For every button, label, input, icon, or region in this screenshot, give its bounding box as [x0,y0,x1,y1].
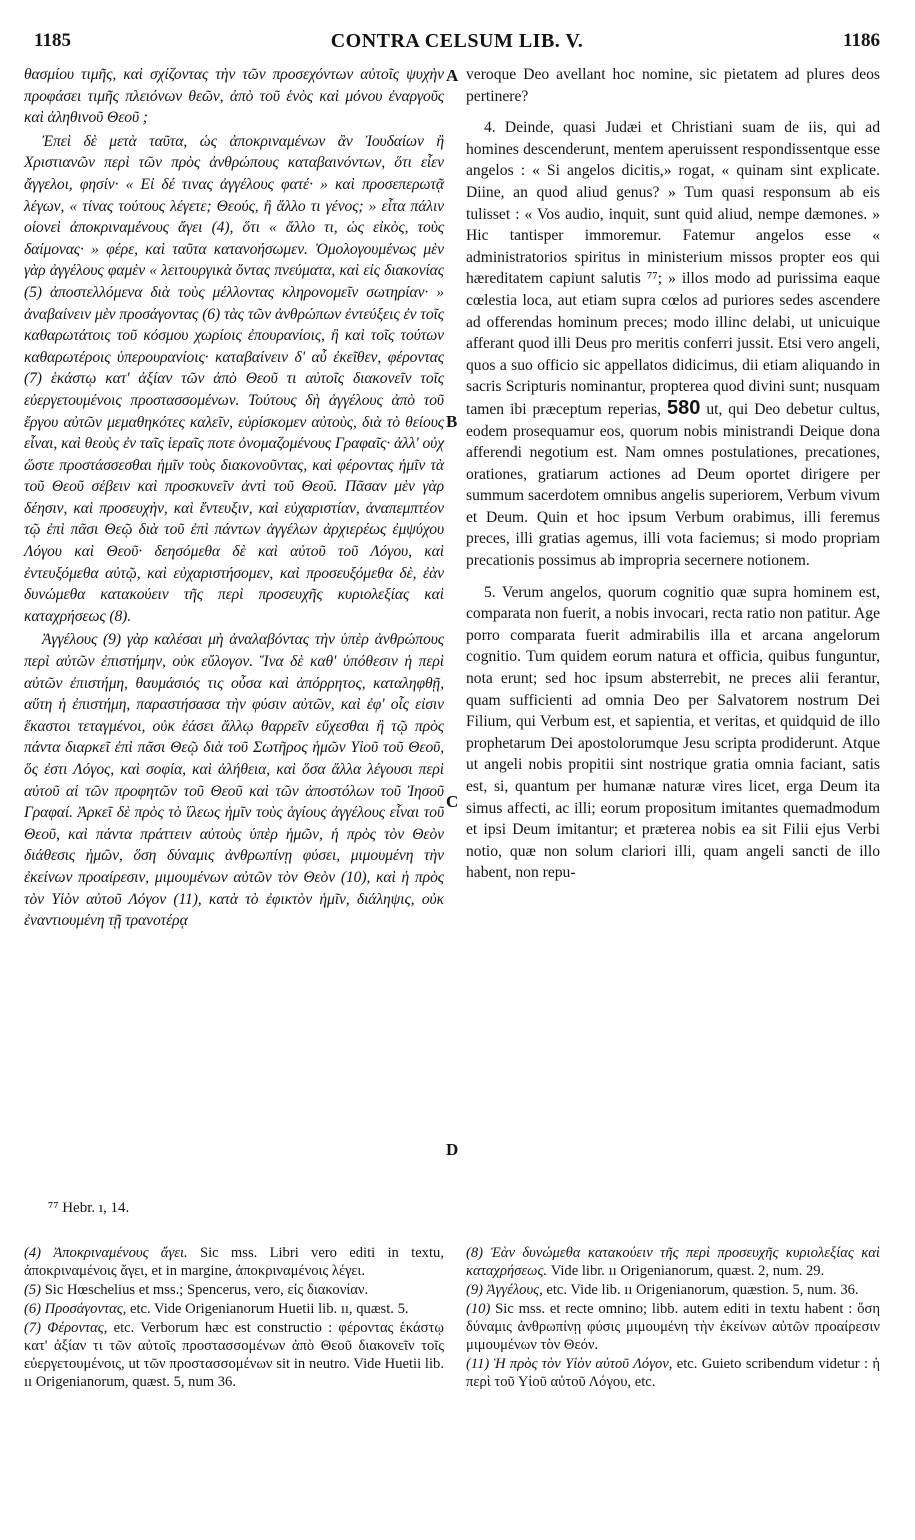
page-header [34,30,880,60]
footnote: (6) Προσάγοντας, etc. Vide Origenianorum Huetii lib. ıı, quæst. 5. [24,1301,409,1317]
footnote: (5) Sic Hœschelius et mss.; Spencerus, vero, εἰς διακονίαν. [24,1282,369,1298]
latin-paragraph-2 [466,117,880,571]
footnotes-right [466,1244,880,1392]
margin-letter-d: D [446,1140,459,1159]
footnote: (4) Ἀποκριναμένους ἄγει. Sic mss. Libri vero editi in textu, ἀποκριναμένοις ἄγει, et in margine, ἀποκριναμένοις λέγει. [24,1245,444,1279]
footnote: (7) Φέροντας, etc. Verborum hæc est constructio : φέροντας ἑκάστῳ κατ' ἀξίαν τι τῶν αὐτοῖς προστασσομένων ἀπὸ Θεοῦ διακονεῖν τοῖς εὐεργετουμένοις, ut τῶν προστασσομένων sit in neutro. Vide Huetii lib. ıı Origenianorum, quæst. 5, num 36. [24,1320,444,1390]
footnote: (10) Sic mss. et recte omnino; libb. autem editi in textu habent : ὅση δύναμις ἀνθρωπίνῃ φύσις μιμουμένη τὴν ἐκείνων αὐτῶν προαίρεσιν μιμουμένων τὸν Θεόν. [466,1301,880,1353]
page-number-right: 1186 [843,30,880,51]
latin-paragraph-3: 5. Verum angelos, quorum cognitio quæ supra hominem est, comparata non fuerit, a nobis invocari, recta ratio non patitur. Age porro comparata fuerit admirabilis illa et arcana angelorum cognitio. Tum quidem eorum natura et officia, quibus funguntur, nota erunt; sed hoc ipsum absterrebit, ne preces alii ferantur, quam sufficienti ad omnia Deo per Salvatorem nostrum Dei Filium, qui Verbum est, et sapientia, et veritas, et quidquid de illo prophetarum Dei apostolorumque Jesu scripta prodiderunt. Atque ut angeli nobis propitii sint nostrique gratia omnia faciant, satis est, si, quantum per humanæ naturæ vires licet, erga Deum ita simus affecti, ac illi; eorum propositum imitantes quemadmodum et ipsi Deum imitantur; et præterea nobis ea sit Filii ejus Verbi notio, quæ non solum clariori illi, quam angeli sancti de illo habent, non repu- [466,583,880,882]
footnote: (11) Ἡ πρὸς τὸν Υἱὸν αὐτοῦ Λόγον, etc. Guieto scribendum videtur : ἡ περὶ τοῦ Υἱοῦ αὐτοῦ Λόγου, etc. [466,1356,880,1390]
greek-paragraph-2: Ἐπεὶ δὲ μετὰ ταῦτα, ὡς ἀποκριναμένων ἂν Ἰουδαίων ἢ Χριστιανῶν περὶ τῶν πρὸς ἀνθρώπους καταβαινόντων, ὅτι εἶεν ἄγγελοι, φησίν· « Εἰ δέ τινας ἀγγέλους φατέ· » καὶ προσεπερωτᾷ λέγων, « τίνας τούτους λέγετε; Θεούς, ἢ ἄλλο τι γένος; » εἶτα πάλιν οἱονεὶ ἀποκριναμένους ἄγει (4), ὅτι « ἄλλο τι, ὡς εἰκὸς, τοὺς δαίμονας· » φέρε, καὶ ταῦτα κατανοήσωμεν. Ὁμολογουμένως μὲν γὰρ ἀγγέλους φαμὲν « λειτουργικὰ ὄντας πνεύματα, καὶ εἰς διακονίας (5) ἀποστελλόμενα διὰ τοὺς μέλλοντας κληρονομεῖν σωτηρίαν· » ἀναβαίνειν μὲν προσάγοντας (6) τὰς τῶν ἀνθρώπων ἐντεύξεις ἐν τοῖς καθαρωτάτοις τοῦ κόσμου χωρίοις ἐπουρανίοις, ἢ καὶ τοῖς τούτων καθαρωτέροις ὑπερουρανίοις· καταβαίνειν δ' αὖ ἐκεῖθεν, φέροντας (7) ἑκάστῳ κατ' ἀξίαν τῶν ἀπὸ Θεοῦ τι αὐτοῖς διακονεῖν τοῖς εὐεργετουμένοις προστασσομένων. Τούτους δὴ ἀγγέλους ἀπὸ τοῦ ἔργου αὐτῶν μεμαθηκότες καλεῖν, εὑρίσκομεν αὐτοὺς, διὰ τὸ θείους εἶναι, καὶ θεοὺς ἐν ταῖς ἱεραῖς ποτε ὀνομαζομένους Γραφαῖς· ἀλλ' οὐχ ὥστε προστάσσεσθαι ἡμῖν τοὺς διακονοῦντας, καὶ φέροντας ἡμῖν τὰ τοῦ Θεοῦ σέβειν καὶ προσκυνεῖν ἀντὶ τοῦ Θεοῦ. Πᾶσαν μὲν γὰρ δέησιν, καὶ προσευχὴν, καὶ ἔντευξιν, καὶ εὐχαριστίαν, ἀναπεμπτέον τῷ ἐπὶ πᾶσι Θεῷ διὰ τοῦ ἐπὶ πάντων ἀγγέλων ἀρχιερέως ἐμψύχου Λόγου καὶ Θεοῦ· δεησόμεθα δὲ καὶ αὐτοῦ τοῦ Λόγου, καὶ ἐντευξόμεθα αὐτῷ, καὶ εὐχαριστήσομεν, καὶ προσευξόμεθα δὲ, ἐὰν δυνώμεθα κατακούειν τῆς περὶ προσευχῆς κυριολεξίας καὶ καταχρήσεως (8). [24,132,444,625]
marginal-number: 580 [666,396,701,419]
scripture-reference: ⁷⁷ Hebr. ı, 14. [48,1200,130,1216]
greek-paragraph-3: Ἀγγέλους (9) γὰρ καλέσαι μὴ ἀναλαβόντας τὴν ὑπὲρ ἀνθρώπους περὶ αὐτῶν ἐπιστήμην, οὐκ εὔλογον. Ἵνα δὲ καθ' ὑπόθεσιν ἡ περὶ αὐτῶν ἐπιστήμη, θαυμάσιός τις οὖσα καὶ ἀπόρρητος, καταληφθῇ, αὕτη ἡ ἐπιστήμη, παραστήσασα τὴν φύσιν αὐτῶν, καὶ ἐφ' οἷς εἰσιν ἕκαστοι τεταγμένοι, οὐκ ἐάσει ἄλλῳ θαρρεῖν εὔχεσθαι ἢ τῷ πρὸς πάντα διαρκεῖ ἐπὶ πᾶσι Θεῷ διὰ τοῦ Σωτῆρος ἡμῶν Υἱοῦ τοῦ Θεοῦ, ὅς ἐστι Λόγος, καὶ σοφία, καὶ ἀλήθεια, καὶ ὅσα ἄλλα λέγουσι περὶ αὐτοῦ αἱ τῶν προφητῶν τοῦ Θεοῦ καὶ τῶν ἀποστόλων τοῦ Ἰησοῦ Γραφαί. Ἀρκεῖ δὲ πρὸς τὸ ἵλεως ἡμῖν τοὺς ἁγίους ἀγγέλους εἶναι τοῦ Θεοῦ, καὶ πάντα πράττειν αὐτοὺς ὑπὲρ ἡμῶν, ἡ πρὸς τὸν Θεὸν διάθεσις ἡμῶν, ὅση δύναμις ἀνθρωπίνῃ φύσει, μιμουμένη τὴν ἐκείνων προαίρεσιν, μιμουμένων αὐτῶν τὸν Θεὸν (10), καὶ ἡ πρὸς τὸν Υἱὸν αὐτοῦ Λόγον (11), κατὰ τὸ ἐφικτὸν ἡμῖν, διάληψις, οὐκ ἐναντιουμένη τῇ τρανοτέρᾳ [24,631,444,930]
footnote: (8) Ἐὰν δυνώμεθα κατακούειν τῆς περὶ προσευχῆς κυριολεξίας καὶ καταχρήσεως. Vide libr. ıı Origenianorum, quæst. 2, num. 29. [466,1245,880,1279]
margin-letter-b: B [446,412,458,431]
margin-letter-a: A [446,66,459,85]
latin-paragraph-1: veroque Deo avellant hoc nomine, sic pietatem ad plures deos pertinere? [466,66,880,105]
latin-paragraph-2-text-a: 4. Deinde, quasi Judæi et Christiani suam de iis, qui ad homines descenderunt, mentem aperuissent respondissentque esse angelos : « Si angelos dicitis,» rogat, « quinam sint explicate. Diine, an quod aliud genus? » Tum quasi responsum ab eis tulisset : « Vos audio, inquit, sunt quid aliud, nempe dæmones. » Hic tantisper immoremur. Fatemur angelos esse « administratorios spiritus in ministerium missos propter eos qui hæreditatem capiunt salutis ⁷⁷; » illos modo ad purissima eaque cœlestia loca, aut etiam supra cœlos ad puriores sedes ascendere ad offerendas hominum preces; modo illinc delabi, ut unicuique afferant quod illi Deus pro meritis conferri jussit. Etsi vero angeli, quos a suo officio sic appellatos didicimus, dii etiam aliquando in sacris Scripturis nominantur, propterea quod divini sunt; nusquam tamen ibi præceptum reperias, [466,119,880,418]
latin-paragraph-2-text-b: ut, qui Deo debetur cultus, eodem prosequamur eos, quorum nobis ministrandi Deique dona afferendi negotium est. Nam omnes postulationes, precationes, orationes, gratiarum actiones ad Deum oportet dirigere per summum sacerdotem omnibus angelis superiorem, Verbum vivum et Deum. Quin et hoc ipsum Verbum orabimus, illi feremus preces, illi gratias agemus, illi vota faciemus; si modo propriam precationis possimus ab impropria secernere notionem. [466,400,881,570]
footnote: (9) Ἀγγέλους, etc. Vide lib. ıı Origenianorum, quæstion. 5, num. 36. [466,1282,859,1298]
greek-column [24,64,444,934]
latin-column [466,64,880,886]
page-number-left: 1185 [34,30,71,51]
greek-paragraph-1: θασμίου τιμῆς, καὶ σχίζοντας τὴν τῶν προσεχόντων αὐτοῖς ψυχὴν προφάσει τιμῆς πλειόνων θεῶν, ἀπὸ τοῦ ἑνὸς καὶ μόνου ἐναργοῦς καὶ ἀληθινοῦ Θεοῦ ; [24,66,444,127]
running-title: CONTRA CELSUM LIB. V. [330,30,584,52]
footnotes-left [24,1244,444,1392]
margin-letter-c: C [446,792,459,811]
